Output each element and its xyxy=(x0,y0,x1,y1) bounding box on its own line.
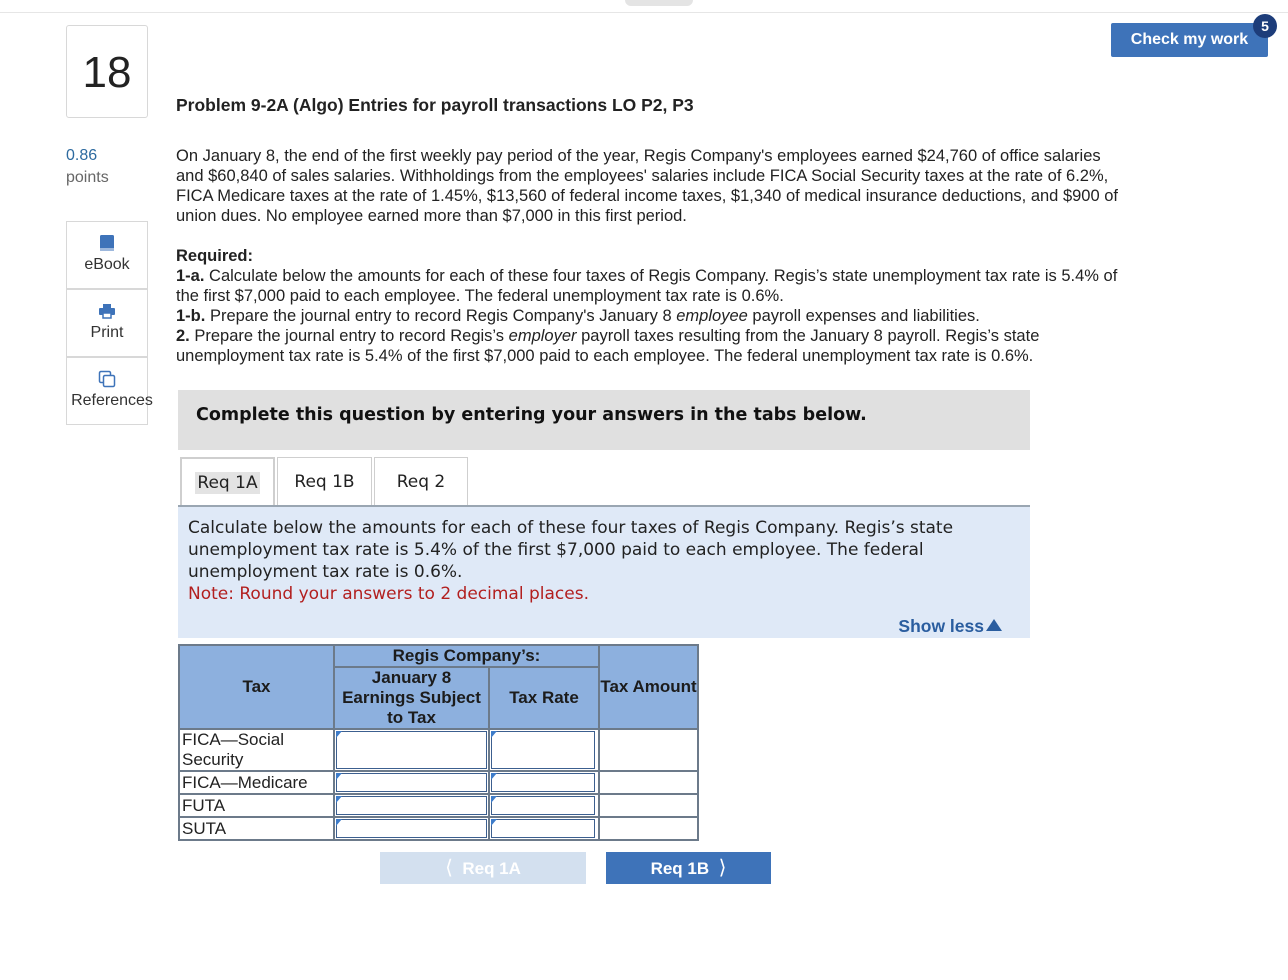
header-tax-amount: Tax Amount xyxy=(599,645,698,729)
table-row xyxy=(179,817,698,840)
tax-amount-cell xyxy=(599,771,698,794)
triangle-up-icon xyxy=(986,619,1002,631)
tax-rate-input[interactable] xyxy=(489,771,599,794)
show-less-label: Show less xyxy=(898,616,984,636)
header-earnings: January 8 Earnings Subject to Tax xyxy=(334,667,489,729)
tab-req-1a[interactable] xyxy=(180,457,275,506)
requirement-2: 2. Prepare the journal entry to record Regis’s employer payroll taxes resulting from the January 8 payroll. Regis’s state unemployment tax rate is 5.4% of the first $7,000 paid to each employee. The federal unemployment tax rate is 0.6%. xyxy=(176,327,1040,365)
points-value: 0.86 xyxy=(66,147,98,164)
show-less-toggle[interactable] xyxy=(898,616,1002,637)
references-label: References xyxy=(71,392,153,409)
tax-table xyxy=(178,644,699,841)
tab-req-2-label: Req 2 xyxy=(396,472,446,492)
instructions-banner xyxy=(178,390,1030,450)
header-regis-company: Regis Company’s: xyxy=(334,645,599,667)
next-req-1b-button[interactable] xyxy=(606,852,771,884)
tax-amount-cell xyxy=(599,817,698,840)
print-button[interactable] xyxy=(66,289,148,357)
ebook-label: eBook xyxy=(84,256,130,273)
tab-req-1b-label: Req 1B xyxy=(294,472,355,492)
tax-name: FICA—Social Security xyxy=(179,729,334,771)
book-icon xyxy=(98,234,116,252)
tab-req-1a-label: Req 1A xyxy=(197,473,258,493)
required-heading: Required: xyxy=(176,247,254,265)
prompt-panel xyxy=(178,507,1030,638)
requirements xyxy=(176,246,1126,366)
check-my-work-button[interactable]: Check my work xyxy=(1111,23,1268,57)
chevron-right-icon: ⟩ xyxy=(718,857,727,879)
prompt-body: Calculate below the amounts for each of these four taxes of Regis Company. Regis’s state unemployment tax rate is 5.4% of the first $7,000 paid to each employee. The federal unemployment tax rate is 0.6%. xyxy=(188,518,954,582)
top-handle[interactable] xyxy=(625,0,693,6)
earnings-input[interactable] xyxy=(334,771,489,794)
references-button[interactable] xyxy=(66,357,153,425)
ebook-button[interactable] xyxy=(66,221,148,289)
rounding-note: Note: Round your answers to 2 decimal places. xyxy=(188,584,589,604)
top-divider xyxy=(0,12,1288,13)
question-number: 18 xyxy=(66,25,148,118)
check-attempts-badge: 5 xyxy=(1253,14,1277,38)
chevron-left-icon: ⟨ xyxy=(445,857,453,879)
tax-amount-cell xyxy=(599,794,698,817)
tax-name: FICA—Medicare xyxy=(179,771,334,794)
earnings-input[interactable] xyxy=(334,817,489,840)
tax-name: FUTA xyxy=(179,794,334,817)
requirement-1a: 1-a. Calculate below the amounts for each of these four taxes of Regis Company. Regis’s state unemployment tax rate is 5.4% of the first $7,000 paid to each employee. The federal unemployment tax rate is 0.6%. xyxy=(176,267,1118,305)
next-label: Req 1B xyxy=(650,859,710,878)
earnings-input[interactable] xyxy=(334,729,489,771)
header-tax-rate: Tax Rate xyxy=(489,667,599,729)
printer-icon xyxy=(98,302,116,320)
table-row xyxy=(179,729,698,771)
table-row xyxy=(179,794,698,817)
table-row xyxy=(179,771,698,794)
tax-rate-input[interactable] xyxy=(489,817,599,840)
tax-rate-input[interactable] xyxy=(489,794,599,817)
points-label: points xyxy=(66,169,109,186)
problem-title: Problem 9-2A (Algo) Entries for payroll transactions LO P2, P3 xyxy=(176,95,694,115)
prev-req-1a-button[interactable] xyxy=(380,852,586,884)
earnings-input[interactable] xyxy=(334,794,489,817)
requirement-1b: 1-b. Prepare the journal entry to record Regis Company's January 8 employee payroll expenses and liabilities. xyxy=(176,307,980,325)
header-tax: Tax xyxy=(179,645,334,729)
prev-label: Req 1A xyxy=(462,859,521,878)
print-label: Print xyxy=(90,324,124,341)
tax-rate-input[interactable] xyxy=(489,729,599,771)
instructions-text: Complete this question by entering your answers in the tabs below. xyxy=(196,405,867,425)
copy-icon xyxy=(98,370,116,388)
tab-req-1b[interactable] xyxy=(277,457,372,506)
problem-intro: On January 8, the end of the first weekly pay period of the year, Regis Company's employees earned $24,760 of office salaries and $60,840 of sales salaries. Withholdings from the employees' salaries include FICA Social Security taxes at the rate of 6.2%, FICA Medicare taxes at the rate of 1.45%, $13,560 of federal income taxes, $1,340 of medical insurance deductions, and $900 of union dues. No employee earned more than $7,000 in this first period. xyxy=(176,147,1118,225)
tax-amount-cell xyxy=(599,729,698,771)
tax-name: SUTA xyxy=(179,817,334,840)
tab-req-2[interactable] xyxy=(374,457,468,506)
prompt-text xyxy=(188,517,1008,605)
